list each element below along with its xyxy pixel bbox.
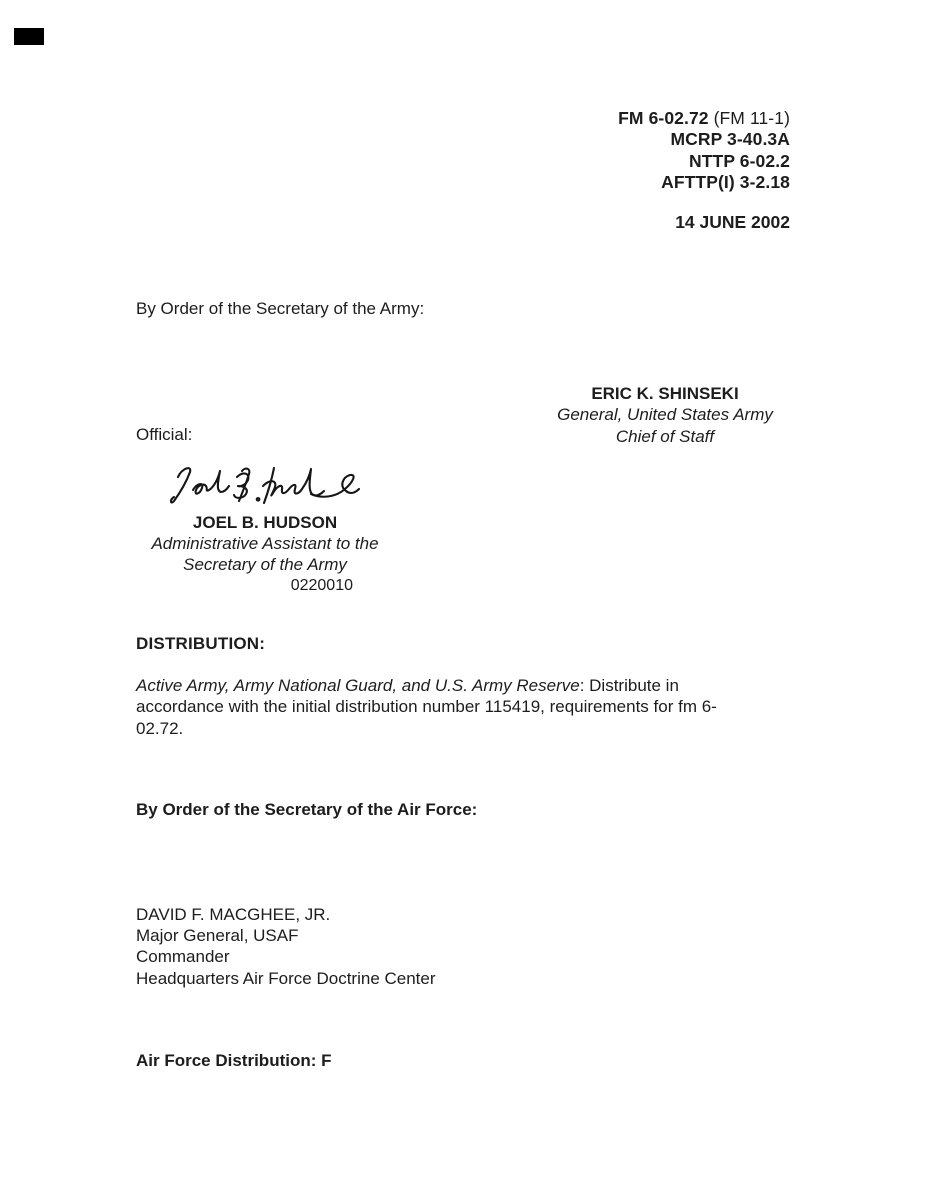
af-signer-org: Headquarters Air Force Doctrine Center (136, 968, 436, 988)
af-signer-name: DAVID F. MACGHEE, JR. (136, 905, 331, 924)
document-id-line: AFTTP(I) 3-2.18 (661, 171, 790, 192)
af-signer-title: Commander (136, 947, 230, 967)
admin-title-line2: Secretary of the Army (183, 555, 347, 574)
document-id-line: MCRP 3-40.3A (670, 129, 790, 150)
distribution-audience: Active Army, Army National Guard, and U.S. Army Reserve (136, 676, 580, 695)
distribution-paragraph (136, 675, 732, 739)
admin-name: JOEL B. HUDSON (192, 513, 338, 532)
distribution-instructions: : Distribute in accordance with the initial distribution number 115419, requirements for fm 6-02.72. (136, 676, 717, 738)
official-label: Official: (136, 425, 193, 444)
handwritten-signature-joel-b-hudson (168, 461, 360, 509)
army-chief-title: Chief of Staff (615, 426, 715, 446)
document-id-block (618, 108, 790, 193)
fm-old-number: (FM 11-1) (708, 108, 790, 128)
by-order-army-line: By Order of the Secretary of the Army: (136, 299, 425, 318)
army-chief-name: ERIC K. SHINSEKI (591, 384, 739, 403)
distribution-heading: DISTRIBUTION: (136, 634, 266, 653)
admin-title-line1: Administrative Assistant to the (151, 534, 379, 553)
air-force-distribution-line: Air Force Distribution: F (136, 1051, 332, 1070)
control-number: 0220010 (290, 577, 353, 594)
document-id-line: NTTP 6-02.2 (689, 150, 790, 171)
publication-date: 14 JUNE 2002 (675, 212, 790, 232)
admin-assistant-block (140, 512, 390, 596)
army-chief-signature-block (550, 383, 780, 447)
scan-artifact-mark (14, 28, 44, 45)
air-force-signer-block (136, 904, 436, 989)
fm-number: FM 6-02.72 (618, 108, 709, 128)
document-id-line (618, 108, 790, 129)
by-order-air-force-line: By Order of the Secretary of the Air Force: (136, 800, 478, 819)
af-signer-rank: Major General, USAF (136, 926, 299, 946)
army-chief-rank: General, United States Army (557, 405, 773, 425)
signature-ink (168, 461, 360, 509)
